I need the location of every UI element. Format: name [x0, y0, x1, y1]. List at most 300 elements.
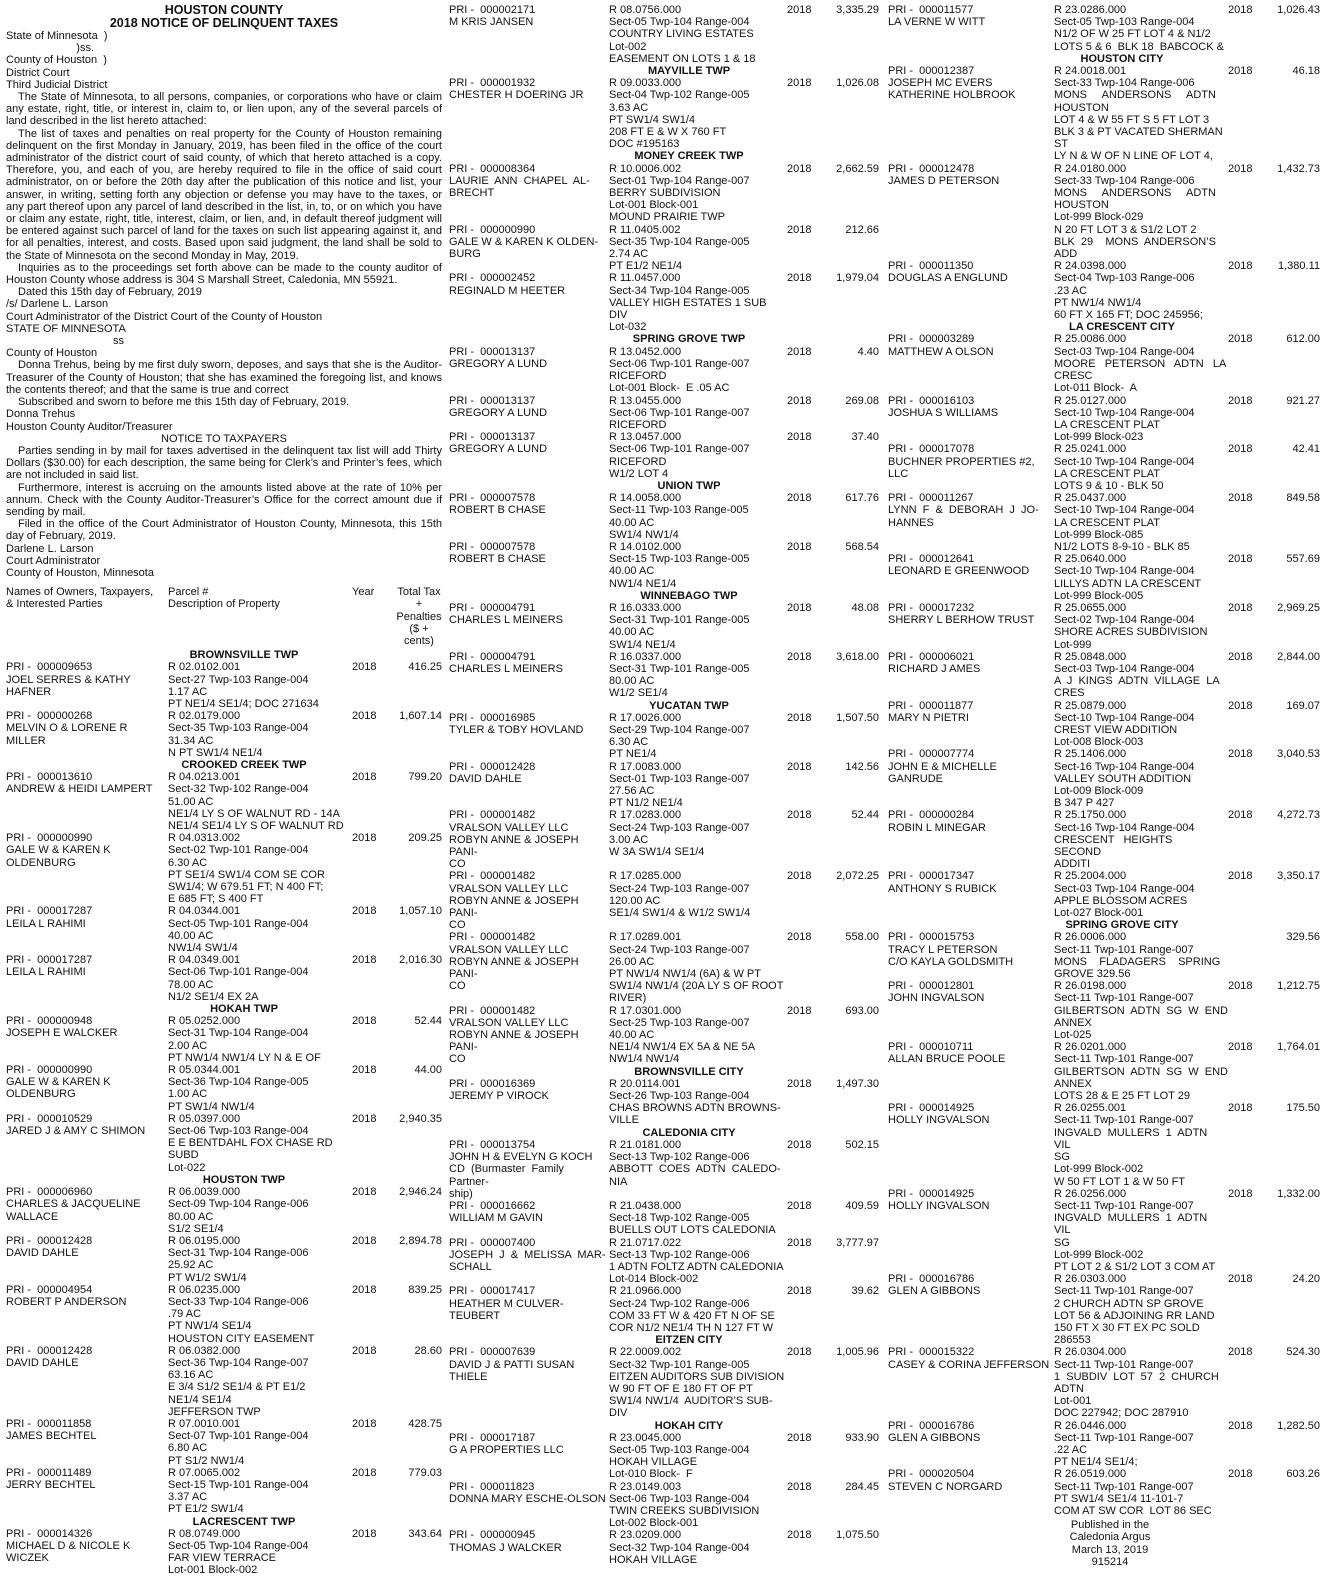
parcel-line: COUNTRY LIVING ESTATES: [609, 28, 754, 41]
tax-year: 2018: [352, 954, 377, 967]
parcel-line: Lot-001 Block-002: [168, 1564, 258, 1577]
parcel-line: 26.00 AC: [609, 955, 655, 968]
parcel-line: Sect-06 Twp-101 Range-004: [168, 966, 309, 979]
tax-year: 2018: [1228, 980, 1253, 993]
owner-cell: [888, 809, 1054, 870]
owner-line: PRI - 000012478: [888, 162, 975, 175]
tax-year: 2018: [1228, 650, 1253, 663]
owner-line: DAVID J & PATTI SUSAN THIELE: [449, 1358, 578, 1383]
parcel-line: 6.30 AC: [168, 856, 208, 869]
tax-amount: 2,662.59: [836, 162, 879, 175]
taxpayer-notice-heading: NOTICE TO TAXPAYERS: [161, 432, 287, 445]
parcel-cell: [1054, 1273, 1228, 1346]
owner-line: PRI - 000014925: [888, 1187, 975, 1200]
tax-record: [888, 1102, 1320, 1187]
tax-amount: 1,607.14: [399, 710, 442, 723]
parcel-line: RICEFORD: [609, 370, 667, 383]
parcel-line: Sect-06 Twp-103 Range-004: [168, 1125, 309, 1138]
parcel-line: NE1/4 NW1/4 EX 5A & NE 5A: [609, 1041, 756, 1054]
owner-line: HOLLY INGVALSON: [888, 1114, 990, 1127]
parcel-line: 40.00 AC: [609, 565, 655, 578]
parcel-line: 1 ADTN FOLTZ ADTN CALEDONIA: [609, 1260, 784, 1273]
owner-cell: [449, 163, 609, 224]
tax-record: [449, 809, 879, 870]
tax-amount: 1,497.30: [836, 1077, 879, 1090]
owner-line: JERRY BECHTEL: [6, 1478, 96, 1491]
owner-cell: [449, 77, 609, 150]
owner-line: PRI - 000010529: [6, 1112, 93, 1125]
parcel-line: Lot-999 Block-023: [1054, 431, 1144, 444]
parcel-line: VILLE: [609, 1114, 639, 1127]
owner-cell: [888, 870, 1054, 919]
owner-cell: [6, 1467, 168, 1516]
parcel-line: VALLEY SOUTH ADDITION: [1054, 772, 1192, 785]
parcel-line: R 26.0255.001: [1054, 1102, 1127, 1115]
owner-cell: [449, 602, 609, 651]
tax-record: [888, 443, 1320, 492]
tax-year: 2018: [787, 162, 812, 175]
caption-line: County of Houston ): [6, 54, 107, 67]
tax-year: 2018: [1228, 553, 1253, 566]
parcel-line: 51.00 AC: [168, 795, 214, 808]
parcel-line: R 11.0405.002: [609, 223, 681, 236]
parcel-line: R 21.0181.000: [609, 1138, 682, 1151]
owner-line: PRI - 000001482: [449, 931, 536, 944]
parcel-line: W 90 FT OF E 180 FT OF PT: [609, 1382, 753, 1395]
tax-record: [449, 1005, 879, 1066]
parcel-line: Lot-999 Block-085: [1054, 528, 1144, 541]
parcel-cell: [1054, 700, 1228, 749]
tax-record: [888, 748, 1320, 809]
parcel-cell: [609, 1432, 787, 1481]
parcel-line: Sect-05 Twp-103 Range-004: [1054, 16, 1195, 29]
parcel-line: SW1/4 NW1/4 AUDITOR’S SUB-: [609, 1395, 773, 1408]
owner-line: PRI - 000011858: [6, 1417, 92, 1430]
parcel-line: CRESC: [1054, 370, 1093, 383]
parcel-line: Lot-014 Block-002: [609, 1273, 699, 1286]
tax-record: [449, 1078, 879, 1127]
parcel-line: A J KINGS ADTN VILLAGE LA: [1054, 675, 1220, 688]
tax-record: [888, 809, 1320, 870]
owner-line: PRI - 000016662: [449, 1199, 536, 1212]
owner-line: DAVID DAHLE: [449, 772, 522, 785]
owner-cell: [888, 1420, 1054, 1469]
owner-cell: [6, 661, 168, 710]
parcel-line: Lot-999 Block-002: [1054, 1248, 1144, 1261]
parcel-line: Sect-04 Twp-103 Range-006: [1054, 272, 1195, 285]
parcel-cell: [1054, 931, 1228, 980]
tax-amount: 48.08: [851, 601, 879, 614]
parcel-line: 25.92 AC: [168, 1259, 214, 1272]
tax-record: [449, 931, 879, 1004]
owner-line: PRI - 000016103: [888, 394, 975, 407]
owner-line: PRI - 000007774: [888, 748, 975, 761]
header-total: Total Tax + Penalties ($ + cents): [396, 586, 442, 647]
parcel-line: R 24.0018.001: [1054, 65, 1127, 78]
parcel-line: SW1/4 NW1/4: [609, 528, 679, 541]
column-2: [449, 4, 879, 1566]
parcel-cell: [609, 870, 787, 931]
parcel-line: W1/2 SE1/4: [609, 687, 668, 700]
publication-line: Published in the: [1070, 1519, 1150, 1532]
tax-amount: 52.44: [851, 809, 879, 822]
parcel-line: MOORE PETERSON ADTN LA: [1054, 357, 1227, 370]
parcel-line: Sect-11 Twp-101 Range-007: [1054, 1114, 1194, 1127]
parcel-line: Sect-05 Twp-101 Range-004: [168, 917, 309, 930]
parcel-line: HOKAH VILLAGE: [609, 1553, 698, 1566]
parcel-line: Sect-15 Twp-101 Range-004: [168, 1478, 309, 1491]
parcel-line: R 04.0313.002: [168, 832, 241, 845]
parcel-cell: [168, 661, 352, 710]
owner-line: PRI - 000016786: [888, 1273, 975, 1286]
tax-amount: 37.40: [851, 431, 879, 444]
parcel-line: R 25.0640.000: [1054, 553, 1127, 566]
owner-line: PRI - 000011577: [888, 4, 974, 16]
owner-line: PRI - 000012387: [888, 65, 975, 78]
tax-record: [888, 1420, 1320, 1469]
parcel-line: Sect-09 Twp-104 Range-006: [168, 1198, 309, 1211]
caption-line: District Court: [6, 66, 70, 79]
owner-line: JOHN H & EVELYN G KOCH: [449, 1151, 593, 1164]
owner-line: PRI - 000015753: [888, 931, 975, 944]
parcel-line: 80.00 AC: [168, 1210, 214, 1223]
parcel-line: 40.00 AC: [609, 626, 655, 639]
parcel-line: R 21.0966.000: [609, 1285, 682, 1298]
parcel-line: LOT 56 & ADJOINING RR LAND: [1054, 1309, 1215, 1322]
owner-cell: [6, 1064, 168, 1113]
parcel-line: EASEMENT ON LOTS 1 & 18: [609, 52, 756, 65]
tax-year: 2018: [1228, 870, 1253, 883]
owner-cell: [449, 4, 609, 65]
parcel-cell: [1054, 1188, 1228, 1273]
parcel-line: PT SW1/4 SW1/4: [609, 113, 695, 126]
municipality-heading: LA CRESCENT CITY: [1069, 321, 1175, 334]
owner-line: PRI - 000017187: [449, 1431, 536, 1444]
owner-line: PRI - 000000945: [449, 1529, 536, 1542]
parcel-line: 286553: [1054, 1334, 1091, 1347]
parcel-cell: [609, 1346, 787, 1419]
parcel-line: R 25.0437.000: [1054, 492, 1127, 505]
tax-amount: 46.18: [1292, 65, 1320, 78]
owner-cell: [888, 163, 1054, 261]
parcel-line: Sect-10 Twp-104 Range-004: [1054, 565, 1195, 578]
tax-amount: 42.41: [1292, 443, 1320, 456]
owner-cell: [888, 1041, 1054, 1102]
parcel-line: Sect-31 Twp-104 Range-004: [168, 1027, 309, 1040]
owner-line: JOHN E & MICHELLE GANRUDE: [888, 760, 1000, 785]
owner-line: HEATHER M CULVER-TEUBERT: [449, 1297, 564, 1322]
owner-cell: [449, 1237, 609, 1286]
parcel-cell: [168, 1113, 352, 1174]
tax-year: 2018: [1228, 260, 1253, 273]
tax-amount: 1,432.73: [1277, 162, 1320, 175]
tax-year: 2018: [352, 771, 377, 784]
tax-year: 2018: [352, 832, 377, 845]
column-3: [888, 4, 1320, 1568]
parcel-cell: [1054, 395, 1228, 444]
publication-line: Caledonia Argus: [1069, 1531, 1151, 1544]
parcel-line: Sect-11 Twp-101 Range-007: [1054, 992, 1194, 1005]
parcel-cell: [168, 1235, 352, 1284]
tax-amount: 1,212.75: [1277, 980, 1320, 993]
owner-line: PRI - 000006960: [6, 1186, 93, 1199]
tax-record: [449, 1481, 879, 1530]
parcel-line: R 13.0452.000: [609, 345, 682, 358]
owner-line: LEILA L RAHIMI: [6, 966, 86, 979]
column-1: [6, 4, 442, 1577]
owner-line: PRI - 000017078: [888, 443, 975, 456]
parcel-cell: [609, 431, 787, 480]
tax-amount: 175.50: [1286, 1102, 1320, 1115]
owner-cell: [449, 346, 609, 395]
tax-record: [6, 905, 442, 954]
owner-line: VRALSON VALLEY LLC: [449, 943, 569, 956]
parcel-line: R 26.0198.000: [1054, 980, 1127, 993]
parcel-cell: [1054, 333, 1228, 394]
parcel-line: R 02.0179.000: [168, 710, 241, 723]
owner-line: ANDREW & HEIDI LAMPERT: [6, 783, 153, 796]
owner-line: PRI - 000017287: [6, 905, 93, 918]
parcel-line: FAR VIEW TERRACE: [168, 1552, 276, 1565]
parcel-line: R 08.0756.000: [609, 4, 682, 16]
owner-line: GLEN A GIBBONS: [888, 1431, 981, 1444]
parcel-line: PT NE1/4: [609, 748, 657, 761]
parcel-line: B 347 P 427: [1054, 797, 1115, 810]
tax-record: [449, 1529, 879, 1566]
parcel-cell: [609, 602, 787, 651]
tax-year: 2018: [787, 492, 812, 505]
parcel-line: 60 FT X 165 FT; DOC 245956;: [1054, 309, 1203, 322]
parcel-line: LA CRESCENT PLAT: [1054, 516, 1160, 529]
notice-dated: Dated this 15th day of February, 2019: [18, 286, 202, 299]
parcel-line: R 25.0127.000: [1054, 394, 1127, 407]
parcel-line: Sect-35 Twp-104 Range-005: [609, 235, 750, 248]
parcel-line: R 25.0086.000: [1054, 333, 1127, 346]
owner-line: REGINALD M HEETER: [449, 284, 566, 297]
owner-line: BUCHNER PROPERTIES #2, LLC: [888, 455, 1038, 480]
owner-cell: [449, 1078, 609, 1127]
tax-record: [449, 1346, 879, 1419]
owner-cell: [888, 980, 1054, 1041]
owner-line: JOSEPH MC EVERS: [888, 77, 993, 90]
parcel-line: Lot-022: [168, 1161, 206, 1174]
parcel-line: R 17.0285.000: [609, 870, 682, 883]
parcel-line: Sect-10 Twp-104 Range-004: [1054, 406, 1195, 419]
parcel-line: Lot-002: [609, 40, 647, 53]
parcel-line: HOUSTON: [1054, 199, 1109, 212]
owner-cell: [6, 1418, 168, 1467]
tax-amount: 28.60: [414, 1344, 442, 1357]
parcel-line: Lot-011 Block- A: [1054, 382, 1137, 395]
parcel-cell: [609, 651, 787, 700]
tax-record: [449, 870, 879, 931]
parcel-line: SE1/4 SW1/4 & W1/2 SW1/4: [609, 907, 751, 920]
tax-amount: 3,040.53: [1277, 748, 1320, 761]
parcel-line: W 3A SW1/4 SE1/4: [609, 846, 705, 859]
owner-line: PRI - 000000990: [6, 1064, 93, 1077]
owner-cell: [449, 492, 609, 541]
parcel-line: BUELLS OUT LOTS CALEDONIA: [609, 1224, 776, 1237]
parcel-line: R 06.0039.000: [168, 1186, 241, 1199]
signature-line: ss: [6, 335, 124, 348]
owner-line: JOEL SERRES & KATHY HAFNER: [6, 673, 134, 698]
municipality-heading: BROWNSVILLE TWP: [189, 649, 299, 662]
parcel-line: 1.00 AC: [168, 1088, 208, 1101]
owner-line: PRI - 000000284: [888, 809, 975, 822]
owner-line: KATHERINE HOLBROOK: [888, 89, 1016, 102]
owner-line: LEONARD E GREENWOOD: [888, 565, 1030, 578]
tax-amount: 269.08: [845, 394, 879, 407]
owner-line: ROBYN ANNE & JOSEPH PANI-: [449, 955, 582, 981]
parcel-line: Sect-03 Twp-104 Range-004: [1054, 345, 1195, 358]
parcel-line: NW1/4 NE1/4: [609, 577, 677, 590]
municipality-heading: LACRESCENT TWP: [192, 1515, 296, 1528]
parcel-line: Sect-03 Twp-104 Range-004: [1054, 662, 1195, 675]
parcel-line: LA CRESCENT PLAT: [1054, 418, 1160, 431]
owner-cell: [6, 1186, 168, 1235]
parcel-line: R 21.0717.022: [609, 1236, 682, 1249]
parcel-line: INGVALD MULLERS 1 ADTN VIL: [1054, 1212, 1214, 1237]
parcel-line: R 25.1750.000: [1054, 809, 1127, 822]
tax-record: [6, 1015, 442, 1064]
owner-line: PRI - 000013754: [449, 1138, 536, 1151]
owner-line: VRALSON VALLEY LLC: [449, 1016, 569, 1029]
tax-year: 2018: [352, 1064, 377, 1077]
tax-record: [449, 1285, 879, 1334]
parcel-line: NW1/4 SW1/4: [168, 942, 238, 955]
owner-cell: [888, 1468, 1054, 1517]
owner-cell: [449, 651, 609, 700]
owner-line: HOLLY INGVALSON: [888, 1199, 990, 1212]
tax-amount: 3,618.00: [836, 650, 879, 663]
tax-amount: 2,016.30: [399, 954, 442, 967]
tax-record: [6, 710, 442, 759]
signature-line: /s/ Darlene L. Larson: [6, 298, 109, 311]
parcel-cell: [609, 1529, 787, 1566]
municipality-heading: YUCATAN TWP: [649, 699, 729, 712]
owner-cell: [449, 809, 609, 870]
parcel-line: R 23.0045.000: [609, 1431, 682, 1444]
parcel-line: Sect-01 Twp-104 Range-007: [609, 174, 750, 187]
owner-line: JOSEPH E WALCKER: [6, 1027, 118, 1040]
owner-line: PRI - 000016985: [449, 711, 536, 724]
parcel-line: Sect-06 Twp-101 Range-007: [609, 357, 750, 370]
parcel-line: R 04.0349.001: [168, 954, 241, 967]
owner-line: DONNA MARY ESCHE-OLSON: [449, 1492, 606, 1505]
tax-record: [449, 602, 879, 651]
owner-line: PRI - 000012641: [888, 553, 975, 566]
parcel-line: DOC #195163: [609, 138, 680, 151]
tax-record: [449, 651, 879, 700]
owner-line: BURG: [449, 248, 481, 261]
owner-line: PRI - 000009653: [6, 661, 93, 674]
parcel-line: R 17.0026.000: [609, 711, 682, 724]
parcel-line: Sect-24 Twp-103 Range-007: [609, 821, 750, 834]
owner-line: C/O KAYLA GOLDSMITH: [888, 955, 1014, 968]
owner-line: PRI - 000007578: [449, 492, 536, 505]
owner-line: MICHAEL D & NICOLE K WICZEK: [6, 1539, 134, 1565]
parcel-line: R 25.0848.000: [1054, 650, 1127, 663]
parcel-line: COM 33 FT W & 420 FT N OF SE: [609, 1309, 775, 1322]
tax-record: [888, 65, 1320, 163]
tax-record: [6, 1235, 442, 1284]
owner-line: PRI - 000014925: [888, 1102, 975, 1115]
parcel-cell: [609, 809, 787, 870]
caption-line: State of Minnesota ): [6, 30, 108, 42]
parcel-line: 3.37 AC: [168, 1491, 208, 1504]
owner-line: RICHARD J AMES: [888, 662, 981, 675]
owner-cell: [449, 712, 609, 761]
parcel-line: PT SE1/4 SW1/4 COM SE COR: [168, 868, 325, 881]
owner-line: STEVEN C NORGARD: [888, 1480, 1003, 1493]
parcel-line: PT SW1/4 SE1/4 11-101-7: [1054, 1492, 1184, 1505]
parcel-line: 63.16 AC: [168, 1369, 214, 1382]
parcel-line: Sect-11 Twp-101 Range-007: [1054, 1199, 1194, 1212]
owner-line: PRI - 000006021: [888, 650, 975, 663]
tax-record: [449, 224, 879, 273]
parcel-line: Lot-001 Block- E .05 AC: [609, 382, 730, 395]
parcel-line: R 09.0033.000: [609, 77, 682, 90]
parcel-line: Sect-33 Twp-104 Range-006: [1054, 174, 1195, 187]
parcel-line: PT W1/2 SW1/4: [168, 1271, 247, 1284]
owner-cell: [6, 1113, 168, 1174]
owner-cell: [6, 1015, 168, 1064]
parcel-line: RICEFORD: [609, 418, 667, 431]
parcel-line: Sect-31 Twp-104 Range-006: [168, 1247, 309, 1260]
parcel-line: JEFFERSON TWP: [168, 1405, 261, 1418]
parcel-line: R 14.0102.000: [609, 540, 682, 553]
tax-amount: 4,272.73: [1277, 809, 1320, 822]
parcel-line: R 17.0283.000: [609, 809, 682, 822]
parcel-line: NE1/4 LY S OF WALNUT RD - 14A: [168, 807, 340, 820]
notice-title-county: HOUSTON COUNTY: [164, 3, 284, 17]
tax-amount: 921.27: [1286, 394, 1320, 407]
owner-line: ROBYN ANNE & JOSEPH PANI-: [449, 833, 582, 859]
owner-line: SCHALL: [449, 1260, 492, 1273]
tax-year: 2018: [787, 431, 812, 444]
parcel-line: ADDITI: [1054, 858, 1091, 871]
parcel-line: DIV: [609, 1407, 628, 1420]
owner-cell: [449, 761, 609, 810]
tax-record: [888, 1041, 1320, 1102]
parcel-line: Sect-04 Twp-102 Range-005: [609, 89, 750, 102]
parcel-line: GROVE 329.56: [1054, 968, 1131, 981]
owner-line: CHESTER H DOERING JR: [449, 89, 584, 102]
parcel-line: Sect-03 Twp-104 Range-004: [1054, 882, 1195, 895]
tax-record: [888, 1273, 1320, 1346]
owner-cell: [888, 443, 1054, 492]
parcel-line: R 26.0519.000: [1054, 1468, 1127, 1481]
owner-line: PRI - 000012428: [6, 1344, 93, 1357]
municipality-heading: WINNEBAGO TWP: [640, 589, 738, 602]
parcel-line: Lot-002 Block-001: [609, 1517, 699, 1530]
owner-cell: [449, 272, 609, 333]
owner-cell: [888, 65, 1054, 163]
parcel-line: MOUND PRAIRIE TWP: [609, 211, 725, 224]
owner-line: PRI - 000001482: [449, 870, 536, 883]
parcel-line: E 3/4 S1/2 SE1/4 & PT E1/2: [168, 1381, 306, 1394]
owner-line: PRI - 000004954: [6, 1283, 93, 1296]
parcel-line: Sect-24 Twp-102 Range-006: [609, 1297, 750, 1310]
owner-line: LEILA L RAHIMI: [6, 917, 86, 930]
owner-cell: [449, 224, 609, 273]
tax-amount: 1,764.01: [1277, 1041, 1320, 1054]
tax-record: [449, 1200, 879, 1237]
parcel-line: Lot-027 Block-001: [1054, 907, 1144, 920]
tax-amount: 524.30: [1286, 1346, 1320, 1359]
owner-line: PRI - 000017417: [449, 1285, 536, 1298]
parcel-cell: [1054, 1102, 1228, 1187]
